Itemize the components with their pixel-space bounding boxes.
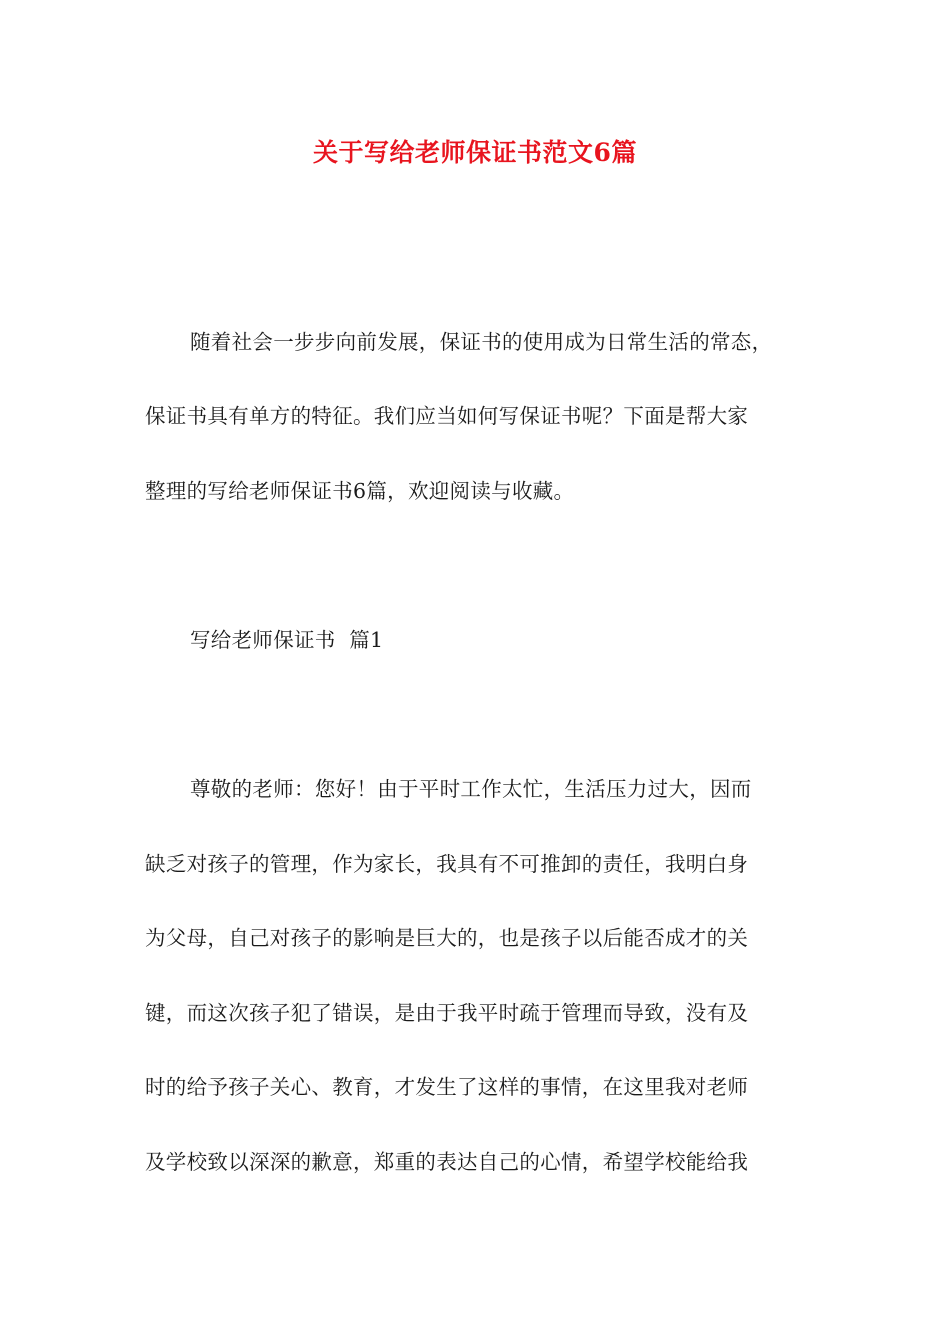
section-heading: 写给老师保证书 篇1 [190, 628, 384, 652]
letter-line-4: 键，而这次孩子犯了错误，是由于我平时疏于管理而导致，没有及 [145, 1001, 749, 1025]
letter-line-6: 及学校致以深深的歉意，郑重的表达自己的心情，希望学校能给我 [145, 1150, 749, 1174]
letter-line-1: 尊敬的老师：您好！由于平时工作太忙，生活压力过大，因而 [190, 777, 752, 801]
document-title: 关于写给老师保证书范文6篇 [313, 138, 637, 167]
intro-line-1: 随着社会一步步向前发展，保证书的使用成为日常生活的常态， [190, 330, 773, 354]
letter-line-3: 为父母，自己对孩子的影响是巨大的，也是孩子以后能否成才的关 [145, 926, 749, 950]
letter-line-2: 缺乏对孩子的管理，作为家长，我具有不可推卸的责任，我明白身 [145, 852, 749, 876]
intro-line-2: 保证书具有单方的特征。我们应当如何写保证书呢？下面是帮大家 [145, 404, 749, 428]
letter-line-5: 时的给予孩子关心、教育，才发生了这样的事情，在这里我对老师 [145, 1075, 749, 1099]
intro-line-3: 整理的写给老师保证书6篇，欢迎阅读与收藏。 [145, 479, 575, 503]
